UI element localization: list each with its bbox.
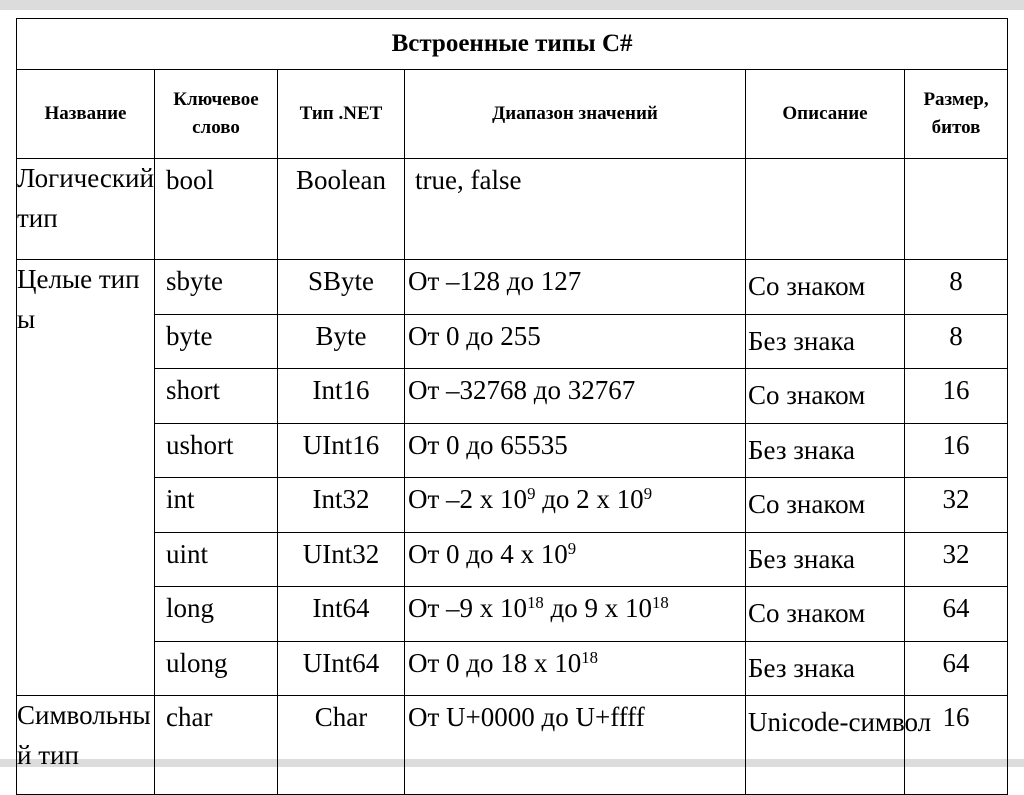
range-text: От 0 до 4 x 10 [408,538,568,569]
keyword-cell: uint [155,532,278,587]
keyword-cell: long [155,587,278,642]
net-type-cell: Int16 [278,369,405,424]
header-range: Диапазон значений [405,70,746,159]
keyword-cell: char [155,696,278,795]
category-integer: Целые типы [17,260,155,696]
table-row [17,314,1008,369]
net-type-cell: UInt16 [278,423,405,478]
description-cell: Unicode-символ [746,696,905,795]
range-exponent: 18 [527,592,544,612]
header-keyword: Ключевое слово [155,70,278,159]
size-cell [905,159,1008,260]
size-cell: 64 [905,587,1008,642]
header-name: Название [17,70,155,159]
keyword-cell: ulong [155,641,278,696]
description-cell: Со знаком [746,260,905,315]
size-cell: 16 [905,423,1008,478]
net-type-cell: UInt32 [278,532,405,587]
net-type-cell: UInt64 [278,641,405,696]
table-row [17,260,1008,315]
description-cell: Без знака [746,532,905,587]
table-row [17,532,1008,587]
size-cell: 8 [905,314,1008,369]
net-type-cell: Boolean [278,159,405,260]
net-type-cell: Byte [278,314,405,369]
size-cell: 64 [905,641,1008,696]
net-type-cell: Int64 [278,587,405,642]
net-type-cell: SByte [278,260,405,315]
header-description: Описание [746,70,905,159]
range-text: От U+0000 до U+ffff [408,702,645,732]
range-text: От –32768 до 32767 [408,375,636,405]
description-cell: Без знака [746,314,905,369]
range-text: От 0 до 65535 [408,429,568,460]
range-cell [405,314,746,369]
top-edge-band [0,0,1024,10]
table-row [17,423,1008,478]
size-cell: 32 [905,532,1008,587]
range-text: От 0 до 255 [408,320,541,351]
table-row [17,159,1008,260]
description-cell: Без знака [746,423,905,478]
table-row [17,641,1008,696]
range-cell [405,641,746,696]
size-cell: 16 [905,696,1008,795]
keyword-cell: sbyte [155,260,278,315]
description-cell: Без знака [746,641,905,696]
table-title: Встроенные типы C# [17,19,1008,70]
range-text: От –9 x 10 [408,593,528,623]
builtin-types-table [16,18,1008,795]
range-cell [405,478,746,533]
size-cell: 16 [905,369,1008,424]
keyword-cell: ushort [155,423,278,478]
description-cell: Со знаком [746,478,905,533]
description-cell: Со знаком [746,369,905,424]
keyword-cell: bool [155,159,278,260]
range-cell [405,587,746,642]
size-cell: 8 [905,260,1008,315]
description-cell: Со знаком [746,587,905,642]
range-cell [405,696,746,795]
range-exponent: 18 [652,592,669,612]
table-row [17,478,1008,533]
header-size: Размер, битов [905,70,1008,159]
range-text: до 9 x 10 [543,593,653,623]
range-text: От 0 до 18 x 10 [408,647,582,678]
keyword-cell: byte [155,314,278,369]
range-text: до 2 x 10 [535,484,644,514]
net-type-cell: Char [278,696,405,795]
range-exponent: 9 [567,538,577,558]
keyword-cell: int [155,478,278,533]
range-cell [405,159,746,260]
range-cell [405,532,746,587]
table-row [17,696,1008,795]
keyword-cell: short [155,369,278,424]
table-row [17,369,1008,424]
range-cell [405,260,746,315]
size-cell: 32 [905,478,1008,533]
range-cell [405,369,746,424]
range-text: true, false [415,165,522,195]
table-row [17,587,1008,642]
category-logical: Логический тип [17,159,155,260]
range-text: От –2 x 10 [408,484,528,514]
range-exponent: 9 [643,483,653,503]
net-type-cell: Int32 [278,478,405,533]
range-text: От –128 до 127 [408,266,582,296]
range-exponent: 9 [527,483,536,503]
range-cell [405,423,746,478]
category-char: Символьный тип [17,696,155,795]
range-exponent: 18 [581,647,599,667]
header-net-type: Тип .NET [278,70,405,159]
description-cell [746,159,905,260]
